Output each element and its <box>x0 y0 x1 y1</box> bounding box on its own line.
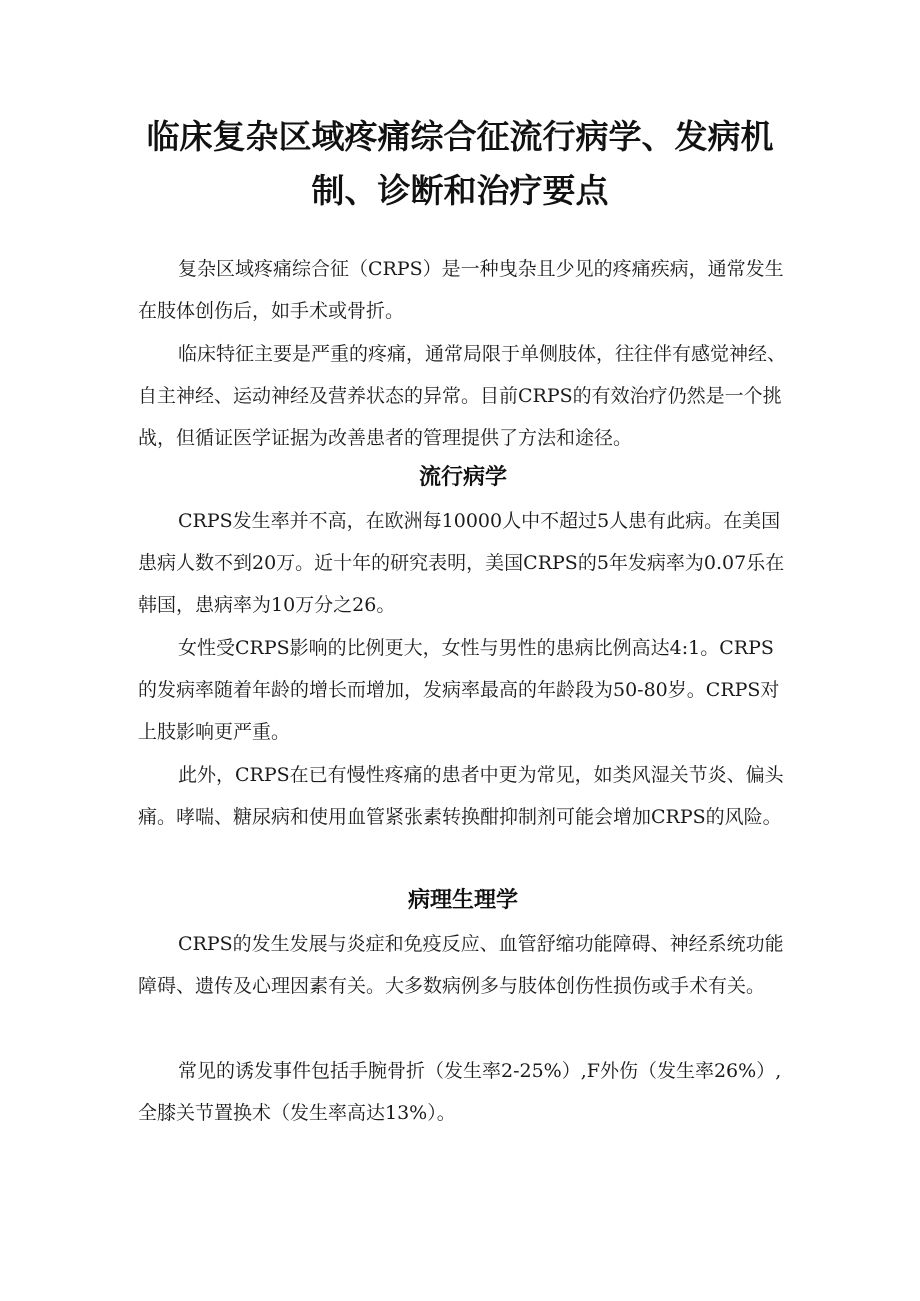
section-heading-pathophysiology: 病理生理学 <box>407 888 518 913</box>
epidemiology-paragraph-2: 女性受CRPS影响的比例更大，女性与男性的患病比例高达4:1。CRPS的发病率随着年龄的增长而增加，发病率最高的年龄段为50-80岁。CRPS对上肢影响更严重。 <box>138 637 780 743</box>
intro-paragraph-2: 临床特征主要是严重的疼痛，通常局限于单侧肢体，往往伴有感觉神经、自主神经、运动神经及营养状态的异常。目前CRPS的有效治疗仍然是一个挑战，但循证医学证据为改善患者的管理提供了方法和途径。 <box>138 343 787 449</box>
pathophysiology-paragraph-2: 常见的诱发事件包括手腕骨折（发生率2-25%）,F外伤（发生率26%）,全膝关节置换术（发生率高达13%）。 <box>138 1060 782 1124</box>
title-line-2: 制、诊断和治疗要点 <box>311 171 609 210</box>
epidemiology-paragraph-3: 此外，CRPS在已有慢性疼痛的患者中更为常见，如类风湿关节炎、偏头痛。哮喘、糖尿病和使用血管紧张素转换酣抑制剂可能会增加CRPS的风险。 <box>138 764 784 828</box>
section-heading-epidemiology: 流行病学 <box>418 465 507 490</box>
title-line-1: 临床复杂区域疼痛综合征流行病学、发病机 <box>146 117 774 156</box>
document-title <box>120 110 800 218</box>
intro-paragraph-1: 复杂区域疼痛综合征（CRPS）是一种曳杂且少见的疼痛疾病，通常发生在肢体创伤后，如手术或骨折。 <box>138 258 784 322</box>
epidemiology-paragraph-1: CRPS发生率并不高，在欧洲每10000人中不超过5人患有此病。在美国患病人数不到20万。近十年的研究表明，美国CRPS的5年发病率为0.07乐在韩国，患病率为10万分之26。 <box>138 510 785 616</box>
pathophysiology-paragraph-1: CRPS的发生发展与炎症和免疫反应、血管舒缩功能障碍、神经系统功能障碍、遗传及心理因素有关。大多数病例多与肢体创伤性损伤或手术有关。 <box>138 933 784 997</box>
